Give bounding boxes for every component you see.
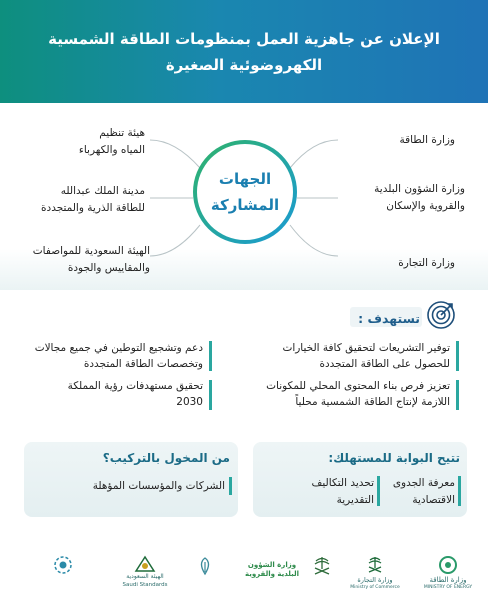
goal-accent-bar xyxy=(456,341,459,371)
logo-text: الهيئة السعودية xyxy=(126,573,164,580)
goal-accent-bar xyxy=(209,380,212,410)
participant-kacare xyxy=(20,183,145,217)
participant-text: وزارة التجارة xyxy=(398,257,455,269)
logo-text: Saudi Standards xyxy=(122,582,168,588)
participant-text: والقروية والإسكان xyxy=(386,200,465,212)
goal-accent-bar xyxy=(456,380,459,410)
energy-logo-icon xyxy=(438,555,458,575)
goal-accent-bar xyxy=(209,341,212,371)
installer-text: الشركات والمؤسسات المؤهلة xyxy=(92,480,225,492)
logo-municipal xyxy=(242,555,302,591)
goal-text: للحصول على الطاقة المتجددة xyxy=(319,358,450,370)
participant-text: مدينة الملك عبدالله xyxy=(60,185,145,197)
goal-text: دعم وتشجيع التوطين في جميع مجالات xyxy=(34,342,203,354)
saso-logo-icon xyxy=(134,555,156,573)
goal-text: اللازمة لإنتاج الطاقة الشمسية محلياً xyxy=(295,396,450,408)
portal-item xyxy=(385,475,455,509)
participant-municipal xyxy=(340,181,465,215)
goal-text: وتخصصات الطاقة المتجددة xyxy=(83,358,203,370)
installer-title: من المخول بالتركيب؟ xyxy=(102,451,230,465)
logo-commerce xyxy=(350,555,400,591)
logo-text: وزارة الشؤون البلدية والقروية xyxy=(244,561,300,578)
participant-text: وزارة الشؤون البلدية xyxy=(374,183,465,195)
logo-saso xyxy=(120,555,170,591)
participant-water-regulator xyxy=(30,125,145,159)
target-icon xyxy=(426,300,456,330)
center-label-line2: المشاركة xyxy=(210,196,280,214)
portal-text: التقديرية xyxy=(336,494,374,506)
portal-text: الاقتصادية xyxy=(412,494,455,506)
logo-palm xyxy=(302,555,342,591)
participant-text: هيئة تنظيم xyxy=(99,127,145,139)
page-title-line2: الكهروضوئية الصغيرة xyxy=(165,56,323,74)
goal-text: تعزيز فرص بناء المحتوى المحلي للمكونات xyxy=(266,380,450,392)
goal-text: 2030 xyxy=(176,396,203,408)
logo-authority xyxy=(180,555,230,591)
goal-item xyxy=(250,340,450,372)
goals-title: تستهدف : xyxy=(358,311,420,326)
portal-accent-bar xyxy=(458,476,461,506)
participant-text: الهيئة السعودية للمواصفات xyxy=(32,245,150,257)
goal-item xyxy=(245,378,450,410)
participant-energy xyxy=(355,132,455,149)
participant-text: للطاقة الذرية والمتجددة xyxy=(41,202,145,214)
goal-item xyxy=(30,378,203,410)
participant-text: المياه والكهرباء xyxy=(78,144,145,156)
portal-text: معرفة الجدوى xyxy=(392,477,455,489)
logo-text: وزارة التجارة xyxy=(357,576,393,584)
logo-text: MINISTRY OF ENERGY xyxy=(423,585,473,590)
header-banner xyxy=(0,0,488,103)
goal-text: تحقيق مستهدفات رؤية المملكة xyxy=(67,380,203,392)
goal-item xyxy=(10,340,203,372)
participant-commerce xyxy=(355,255,455,272)
participants-center-circle xyxy=(193,140,297,244)
logo-kacare xyxy=(30,555,95,591)
installer-accent-bar xyxy=(229,477,232,495)
kacare-logo-icon xyxy=(53,555,73,575)
palm-swords-icon xyxy=(366,555,384,575)
palm-swords-icon xyxy=(312,555,332,577)
logo-text: Ministry of Commerce xyxy=(350,585,400,590)
page-title-line1: الإعلان عن جاهزية العمل بمنظومات الطاقة الشمسية xyxy=(48,30,440,48)
portal-text: تحديد التكاليف xyxy=(311,477,374,489)
portal-title: تتيح البوابة للمستهلك: xyxy=(328,451,460,465)
logo-text: وزارة الطاقة xyxy=(429,576,467,584)
center-label-line1: الجهات xyxy=(218,170,272,188)
participant-text: والمقاييس والجودة xyxy=(67,262,150,274)
participant-text: وزارة الطاقة xyxy=(399,134,455,146)
portal-item xyxy=(290,475,374,509)
authority-emblem-icon xyxy=(194,555,216,577)
portal-accent-bar xyxy=(377,476,380,506)
goal-text: توفير التشريعات لتحقيق كافة الخيارات xyxy=(282,342,450,354)
logo-energy xyxy=(418,555,478,591)
participant-saso xyxy=(10,243,150,277)
